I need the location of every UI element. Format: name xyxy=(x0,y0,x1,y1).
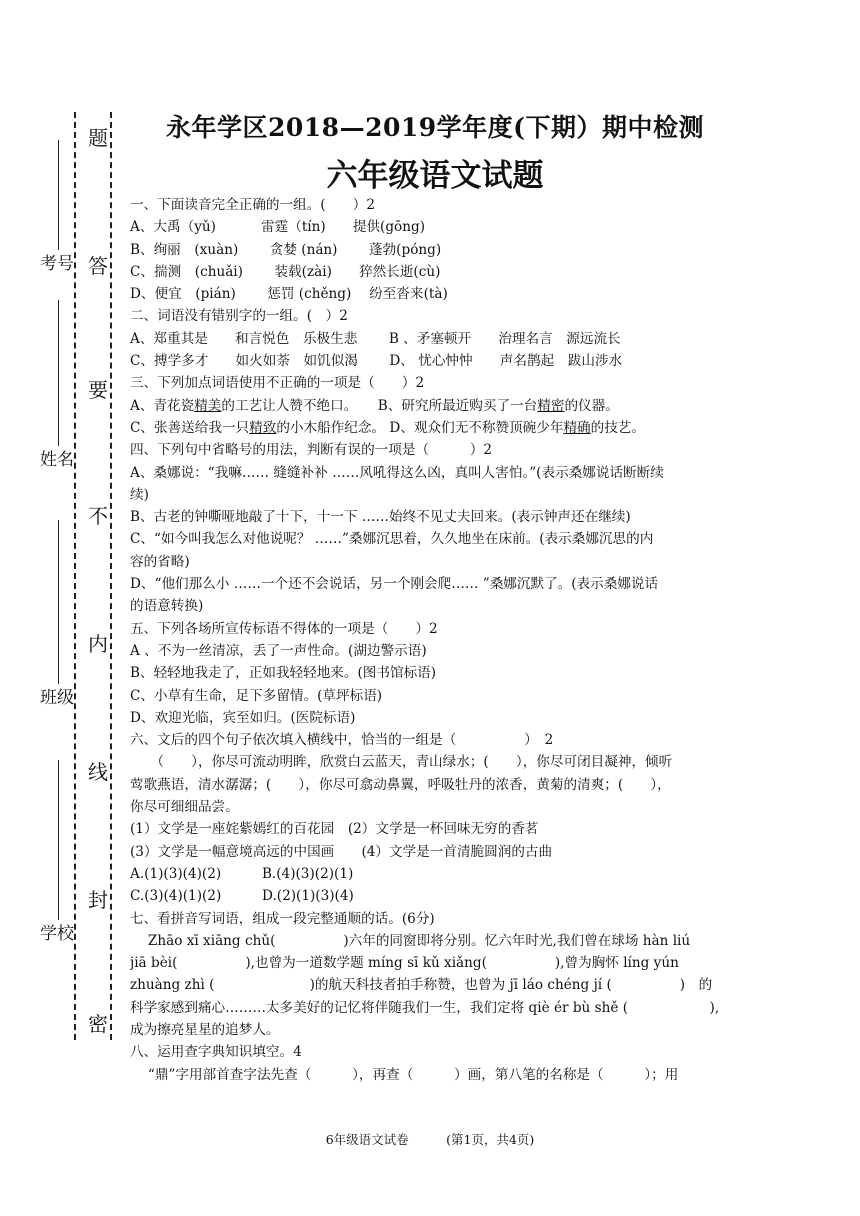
text-line: 七、看拼音写词语，组成一段完整通顺的话。(6分) xyxy=(130,910,435,927)
seal-char: 答 xyxy=(88,254,108,278)
text-line: 成为擦亮星星的追梦人。 xyxy=(130,1021,280,1038)
exam-number-label: 考号 xyxy=(40,254,74,274)
seal-char: 题 xyxy=(88,126,108,150)
text-line: C、“如今叫我怎么对他说呢？ ……”桑娜沉思着，久久地坐在床前。(表示桑娜沉思的内 xyxy=(130,531,654,548)
text-line: C、搏学多才 如火如荼 如饥似渴 D、 忧心忡忡 声名鹊起 跋山涉水 xyxy=(130,353,623,370)
text-line: C、张善送给我一只精致的小木船作纪念。 D、观众们无不称赞顶碗少年精确的技艺。 xyxy=(130,419,645,436)
text-line: 科学家感到痛心………太多美好的记忆将伴随我们一生，我们定将 qiè ér bù shě ( ), xyxy=(130,999,720,1016)
text-line: A、桑娜说：“我嘛…… 缝缝补补 ……风吼得这么凶，真叫人害怕。”(表示桑娜说话断断续 xyxy=(130,464,664,481)
text-line: （ ），你尽可流动明眸，欣赏白云蓝天，青山绿水；( ），你尽可闭目凝神，倾听 xyxy=(130,754,673,771)
text-line: 莺歌燕语，清水潺潺；( ），你尽可翕动鼻翼，呼吸牡丹的浓香，黄菊的清爽；( ）， xyxy=(130,776,671,793)
seal-char: 要 xyxy=(88,378,108,402)
text-line: B、古老的钟嘶哑地敲了十下，十一下 ……始终不见丈夫回来。(表示钟声还在继续) xyxy=(130,509,631,526)
text-line: A 、不为一丝清凉，丢了一声性命。(湖边警示语) xyxy=(130,642,427,659)
text-line: “鼎”字用部首查字法先查（ ），再查（ ）画，第八笔的名称是（ ）；用 xyxy=(130,1066,679,1083)
text-line: A、大禹（yǔ) 雷霆（tín) 提供(gōng) xyxy=(130,219,426,236)
text-line: D、“他们那么小 ……一个还不会说话，另一个刚会爬…… ”桑娜沉默了。(表示桑娜说话 xyxy=(130,576,659,593)
text-line: B、轻轻地我走了，正如我轻轻地来。(图书馆标语) xyxy=(130,665,437,682)
marked-word: 精致 xyxy=(249,419,277,436)
marked-word: 精密 xyxy=(537,397,565,414)
name-label: 姓名 xyxy=(40,450,74,470)
seal-line-left xyxy=(74,112,76,1040)
school-blank xyxy=(58,760,59,920)
exam-header-title: 永年学区2018—2019学年度(下期）期中检测 xyxy=(166,113,704,142)
text-line: A、青花瓷精美的工艺让人赞不绝口。 B、研究所最近购买了一台精密的仪器。 xyxy=(130,397,619,414)
marked-word: 精确 xyxy=(563,419,591,436)
text-line: 六、文后的四个句子依次填入横线中，恰当的一组是（ ） 2 xyxy=(130,732,554,749)
text-line: 的语意转换) xyxy=(130,598,204,615)
text-line: A.(1)(3)(4)(2) B.(4)(3)(2)(1) xyxy=(130,865,354,882)
text-line: 续) xyxy=(130,486,149,503)
text-line: jiā bèi( ),也曾为一道数学题 míng sī kǔ xiǎng( ),曾为胸怀 líng yún xyxy=(130,955,679,972)
name-blank xyxy=(58,300,59,446)
page-footer: 6年级语文试卷 (第1页，共4页) xyxy=(325,1132,535,1147)
seal-line-right xyxy=(110,112,112,1040)
marked-word: 精美 xyxy=(194,397,222,414)
text-line: 三、下列加点词语使用不正确的一项是（ ）2 xyxy=(130,375,425,392)
seal-char: 密 xyxy=(88,1012,108,1036)
question-body xyxy=(130,194,735,1086)
class-blank xyxy=(58,520,59,684)
text-line: 四、下列句中省略号的用法，判断有误的一项是（ ）2 xyxy=(130,442,493,459)
text-line: zhuàng zhì ( )的航天科技者拍手称赞，也曾为 jī láo chéng jí ( ) 的 xyxy=(130,977,713,994)
text-line: 容的省略) xyxy=(130,553,190,570)
text-line: C、揣测 (chuǎi) 装载(zài) 猝然长逝(cù) xyxy=(130,263,441,280)
text-line: 你尽可细细品尝。 xyxy=(130,799,239,816)
text-line: C.(3)(4)(1)(2) D.(2)(1)(3)(4) xyxy=(130,888,354,905)
text-line: B、绚丽 (xuàn) 贪婪 (nán) 蓬勃(póng) xyxy=(130,241,442,258)
text-line: A、郑重其是 和言悦色 乐极生悲 B 、矛塞顿开 治理名言 源远流长 xyxy=(130,330,621,347)
text-line: D、便宜 (pián) 惩罚 (chěng) 纷至沓来(tà) xyxy=(130,286,448,303)
text-line: 二、词语没有错别字的一组。( ）2 xyxy=(130,308,348,325)
exam-subtitle: 六年级语文试题 xyxy=(326,158,544,194)
text-line: C、小草有生命，足下多留情。(草坪标语) xyxy=(130,687,383,704)
text-line: (3）文学是一幅意境高远的中国画 (4）文学是一首清脆圆润的古曲 xyxy=(130,843,553,860)
text-line: 五、下列各场所宣传标语不得体的一项是（ ）2 xyxy=(130,620,438,637)
school-label: 学校 xyxy=(40,924,74,944)
text-line: (1）文学是一座姹紫嫣红的百花园 (2）文学是一杯回味无穷的香茗 xyxy=(130,821,539,838)
seal-char: 不 xyxy=(88,504,108,528)
exam-number-blank xyxy=(58,140,59,250)
text-line: D、欢迎光临，宾至如归。(医院标语) xyxy=(130,709,356,726)
class-label: 班级 xyxy=(40,688,74,708)
seal-char: 内 xyxy=(88,632,108,656)
seal-char: 线 xyxy=(88,760,108,784)
text-line: 八、运用查字典知识填空。4 xyxy=(130,1044,302,1061)
seal-char: 封 xyxy=(88,888,108,912)
text-line: Zhāo xī xiāng chǔ( )六年的同窗即将分别。忆六年时光,我们曾在球场 hàn liú xyxy=(130,932,691,949)
text-line: 一、下面读音完全正确的一组。( ）2 xyxy=(130,197,376,213)
